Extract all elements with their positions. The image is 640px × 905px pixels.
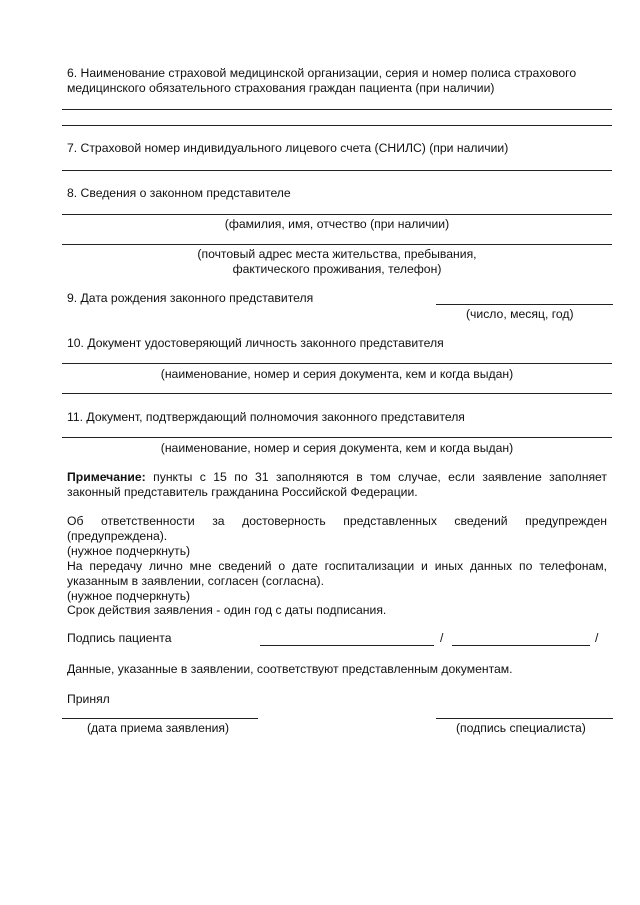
responsibility-line-7: Срок действия заявления - один год с даты подписания. bbox=[67, 603, 387, 617]
section-10-document-line[interactable] bbox=[62, 363, 612, 364]
responsibility-line-6: (нужное подчеркнуть) bbox=[67, 589, 191, 603]
accepted-label: Принял bbox=[67, 692, 110, 706]
section-8-address-hint-1: (почтовый адрес места жительства, пребывания, bbox=[197, 247, 477, 261]
note-line-1 bbox=[67, 470, 607, 485]
specialist-signature-line[interactable] bbox=[436, 718, 613, 719]
section-10-extra-line[interactable] bbox=[62, 393, 612, 394]
section-8-name-line[interactable] bbox=[62, 214, 612, 215]
section-6-line-2: медицинского обязательного страхования граждан пациента (при наличии) bbox=[67, 81, 495, 95]
responsibility-line-3: (нужное подчеркнуть) bbox=[67, 544, 191, 558]
section-8-address-hint-2: фактического проживания, телефон) bbox=[232, 262, 442, 276]
signature-name-line[interactable] bbox=[452, 645, 590, 646]
section-11-label: 11. Документ, подтверждающий полномочия законного представителя bbox=[67, 410, 465, 424]
section-10-label: 10. Документ удостоверяющий личность законного представителя bbox=[67, 336, 444, 350]
note-line-2: законный представитель гражданина Российской Федерации. bbox=[67, 485, 418, 499]
signature-slash-1: / bbox=[440, 631, 444, 645]
note-text: пункты с 15 по 31 заполняются в том случае, если заявление заполняет bbox=[145, 470, 607, 484]
confirmation-text: Данные, указанные в заявлении, соответствуют представленным документам. bbox=[67, 662, 513, 676]
section-8-address-line[interactable] bbox=[62, 244, 612, 245]
section-10-document-hint: (наименование, номер и серия документа, кем и когда выдан) bbox=[160, 367, 514, 381]
section-9-date-hint: (число, месяц, год) bbox=[466, 307, 574, 321]
section-11-document-line[interactable] bbox=[62, 437, 612, 438]
signature-label: Подпись пациента bbox=[67, 631, 172, 645]
section-6-field-line-1[interactable] bbox=[62, 109, 612, 110]
section-6-field-line-2[interactable] bbox=[62, 125, 612, 126]
section-9-date-line[interactable] bbox=[436, 304, 613, 305]
section-7-field-line[interactable] bbox=[62, 170, 612, 171]
section-9-label: 9. Дата рождения законного представителя bbox=[67, 291, 314, 305]
section-7-label: 7. Страховой номер индивидуального лицевого счета (СНИЛС) (при наличии) bbox=[67, 141, 509, 155]
note-label: Примечание: bbox=[67, 470, 146, 484]
specialist-signature-hint: (подпись специалиста) bbox=[456, 721, 586, 735]
responsibility-line-4: На передачу лично мне сведений о дате госпитализации и иных данных по телефонам, bbox=[67, 559, 607, 573]
section-6-line-1: 6. Наименование страховой медицинской организации, серия и номер полиса страхового bbox=[67, 66, 577, 80]
accepted-date-line[interactable] bbox=[62, 718, 258, 719]
responsibility-line-1: Об ответственности за достоверность представленных сведений предупрежден bbox=[67, 514, 607, 528]
section-11-document-hint: (наименование, номер и серия документа, кем и когда выдан) bbox=[160, 441, 514, 455]
responsibility-line-2: (предупреждена). bbox=[67, 529, 168, 543]
section-8-name-hint: (фамилия, имя, отчество (при наличии) bbox=[224, 217, 450, 231]
responsibility-line-5: указанным в заявлении, согласен (согласна). bbox=[67, 574, 324, 588]
signature-line[interactable] bbox=[260, 645, 434, 646]
signature-slash-2: / bbox=[595, 631, 599, 645]
accepted-date-hint: (дата приема заявления) bbox=[87, 721, 230, 735]
section-8-label: 8. Сведения о законном представителе bbox=[67, 186, 291, 200]
